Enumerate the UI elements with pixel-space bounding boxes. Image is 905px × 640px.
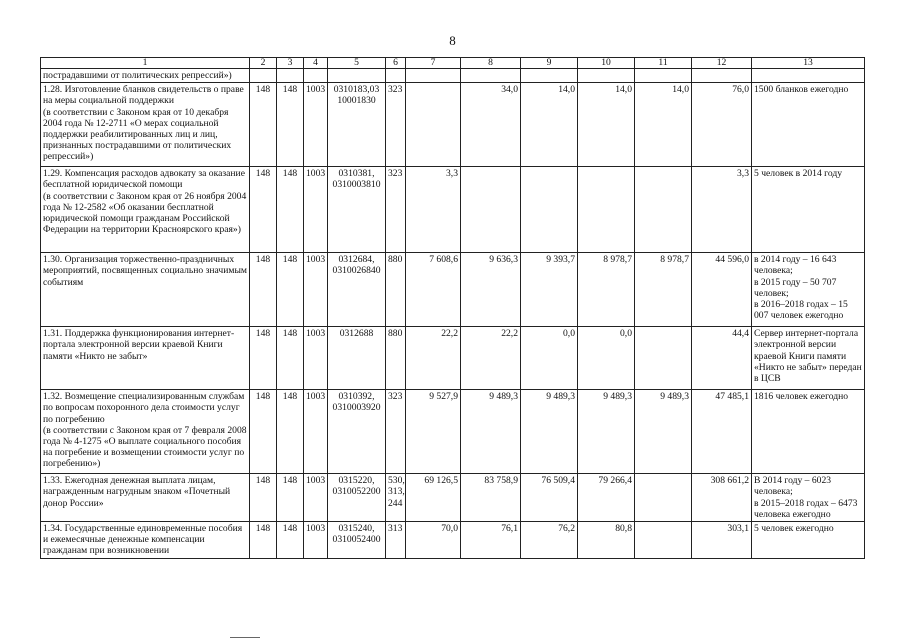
activity-name-cell: 1.32. Возмещение специализированным службам по вопросам похоронного дела стоимости услуг по погребению (в соответствии с Законом края от 7 февраля 2008 года № 4-1275 «О выплате социального пособия на погребение и возмещении стоимости услуг по погребению») (41, 390, 250, 474)
activity-name-cell: 1.34. Государственные единовременные пособия и ежемесячные денежные компенсации гражданам при возникновении (41, 522, 250, 559)
target-article-cell: 0315240, 0310052400 (328, 522, 386, 559)
amount-cell (635, 167, 692, 253)
code-cell: 148 (277, 522, 304, 559)
amount-cell (635, 522, 692, 559)
amount-cell: 9 393,7 (521, 253, 578, 327)
amount-cell (521, 167, 578, 253)
section-code-cell: 1003 (304, 167, 328, 253)
expense-type-cell: 313 (386, 522, 406, 559)
target-article-cell: 0312688 (328, 327, 386, 390)
total-amount-cell: 44 596,0 (692, 253, 752, 327)
code-cell: 148 (277, 474, 304, 522)
target-article-cell: 0312684, 0310026840 (328, 253, 386, 327)
code-cell: 148 (250, 390, 277, 474)
section-code-cell: 1003 (304, 327, 328, 390)
table-row (41, 327, 865, 390)
amount-cell: 9 527,9 (406, 390, 461, 474)
amount-cell (635, 327, 692, 390)
section-code-cell: 1003 (304, 83, 328, 167)
code-cell: 148 (277, 167, 304, 253)
header-cell: 2 (250, 58, 277, 69)
header-cell: 13 (752, 58, 865, 69)
amount-cell (406, 83, 461, 167)
amount-cell: 9 489,3 (521, 390, 578, 474)
total-amount-cell: 308 661,2 (692, 474, 752, 522)
code-cell: 148 (277, 83, 304, 167)
amount-cell: 76,2 (521, 522, 578, 559)
amount-cell: 79 266,4 (578, 474, 635, 522)
target-article-cell: 0310183,03 10001830 (328, 83, 386, 167)
amount-cell: 14,0 (521, 83, 578, 167)
header-cell: 9 (521, 58, 578, 69)
total-amount-cell: 3,3 (692, 167, 752, 253)
header-cell: 7 (406, 58, 461, 69)
target-article-cell: 0315220, 0310052200 (328, 474, 386, 522)
target-article-cell: 0310392, 0310003920 (328, 390, 386, 474)
target-article-cell: 0310381, 0310003810 (328, 167, 386, 253)
expense-type-cell: 323 (386, 390, 406, 474)
expense-type-cell: 530, 313, 244 (386, 474, 406, 522)
amount-cell: 7 608,6 (406, 253, 461, 327)
code-cell: 148 (277, 253, 304, 327)
total-amount-cell: 44,4 (692, 327, 752, 390)
amount-cell: 14,0 (635, 83, 692, 167)
total-amount-cell: 76,0 (692, 83, 752, 167)
code-cell: 148 (250, 253, 277, 327)
header-cell: 10 (578, 58, 635, 69)
amount-cell: 0,0 (521, 327, 578, 390)
amount-cell: 8 978,7 (635, 253, 692, 327)
continuation-row (41, 69, 865, 83)
activity-name-cell: 1.29. Компенсация расходов адвокату за оказание бесплатной юридической помощи (в соответствии с Законом края от 26 ноября 2004 года № 12-2582 «Об оказании бесплатной юридической помощи гражданам Российской Федерации на территории Красноярского края») (41, 167, 250, 253)
amount-cell (635, 474, 692, 522)
amount-cell: 9 489,3 (578, 390, 635, 474)
expected-result-cell: в 2014 году – 16 643 человека; в 2015 году – 50 707 человек; в 2016–2018 годах – 15 007 человек ежегодно (752, 253, 865, 327)
table-row (41, 474, 865, 522)
amount-cell (578, 167, 635, 253)
expense-type-cell: 880 (386, 327, 406, 390)
header-cell: 6 (386, 58, 406, 69)
header-cell: 8 (461, 58, 521, 69)
section-code-cell: 1003 (304, 390, 328, 474)
amount-cell: 9 489,3 (635, 390, 692, 474)
activity-name-cell: 1.31. Поддержка функционирования интернет-портала электронной версии краевой Книги памяти «Никто не забыт» (41, 327, 250, 390)
activity-name-cell: 1.33. Ежегодная денежная выплата лицам, награжденным нагрудным знаком «Почетный донор России» (41, 474, 250, 522)
header-cell: 11 (635, 58, 692, 69)
amount-cell: 14,0 (578, 83, 635, 167)
expense-type-cell: 880 (386, 253, 406, 327)
expected-result-cell: В 2014 году – 6023 человека; в 2015–2018 годах – 6473 человека ежегодно (752, 474, 865, 522)
table-row (41, 522, 865, 559)
code-cell: 148 (277, 327, 304, 390)
amount-cell: 9 489,3 (461, 390, 521, 474)
expected-result-cell: 5 человек в 2014 году (752, 167, 865, 253)
amount-cell: 69 126,5 (406, 474, 461, 522)
code-cell: 148 (250, 167, 277, 253)
continuation-text: пострадавшими от политических репрессий») (41, 69, 250, 83)
table-row (41, 253, 865, 327)
table-row (41, 167, 865, 253)
amount-cell: 8 978,7 (578, 253, 635, 327)
header-cell: 12 (692, 58, 752, 69)
code-cell: 148 (250, 474, 277, 522)
amount-cell (461, 167, 521, 253)
expected-result-cell: 1816 человек ежегодно (752, 390, 865, 474)
code-cell: 148 (277, 390, 304, 474)
expected-result-cell: 1500 бланков ежегодно (752, 83, 865, 167)
expected-result-cell: 5 человек ежегодно (752, 522, 865, 559)
amount-cell: 76,1 (461, 522, 521, 559)
amount-cell: 70,0 (406, 522, 461, 559)
activity-name-cell: 1.30. Организация торжественно-праздничных мероприятий, посвященных социально значимым событиям (41, 253, 250, 327)
footer-line (230, 637, 260, 638)
page-number: 8 (449, 33, 456, 48)
section-code-cell: 1003 (304, 474, 328, 522)
amount-cell: 76 509,4 (521, 474, 578, 522)
budget-table (40, 57, 865, 559)
amount-cell: 80,8 (578, 522, 635, 559)
code-cell: 148 (250, 83, 277, 167)
code-cell: 148 (250, 522, 277, 559)
amount-cell: 3,3 (406, 167, 461, 253)
expense-type-cell: 323 (386, 167, 406, 253)
amount-cell: 9 636,3 (461, 253, 521, 327)
code-cell: 148 (250, 327, 277, 390)
amount-cell: 83 758,9 (461, 474, 521, 522)
header-cell: 3 (277, 58, 304, 69)
activity-name-cell: 1.28. Изготовление бланков свидетельств о праве на меры социальной поддержки (в соответствии с Законом края от 10 декабря 2004 года № 12-2711 «О мерах социальной поддержки реабилитированных лиц и лиц, признанных пострадавшими от политических репрессий») (41, 83, 250, 167)
total-amount-cell: 303,1 (692, 522, 752, 559)
expected-result-cell: Сервер интернет-портала электронной версии краевой Книги памяти «Никто не забыт» передан в ЦСВ (752, 327, 865, 390)
amount-cell: 0,0 (578, 327, 635, 390)
header-cell: 5 (328, 58, 386, 69)
header-cell: 4 (304, 58, 328, 69)
table-row (41, 390, 865, 474)
total-amount-cell: 47 485,1 (692, 390, 752, 474)
expense-type-cell: 323 (386, 83, 406, 167)
header-row (41, 58, 865, 69)
amount-cell: 22,2 (406, 327, 461, 390)
header-cell: 1 (41, 58, 250, 69)
amount-cell: 22,2 (461, 327, 521, 390)
section-code-cell: 1003 (304, 522, 328, 559)
table-row (41, 83, 865, 167)
section-code-cell: 1003 (304, 253, 328, 327)
amount-cell: 34,0 (461, 83, 521, 167)
